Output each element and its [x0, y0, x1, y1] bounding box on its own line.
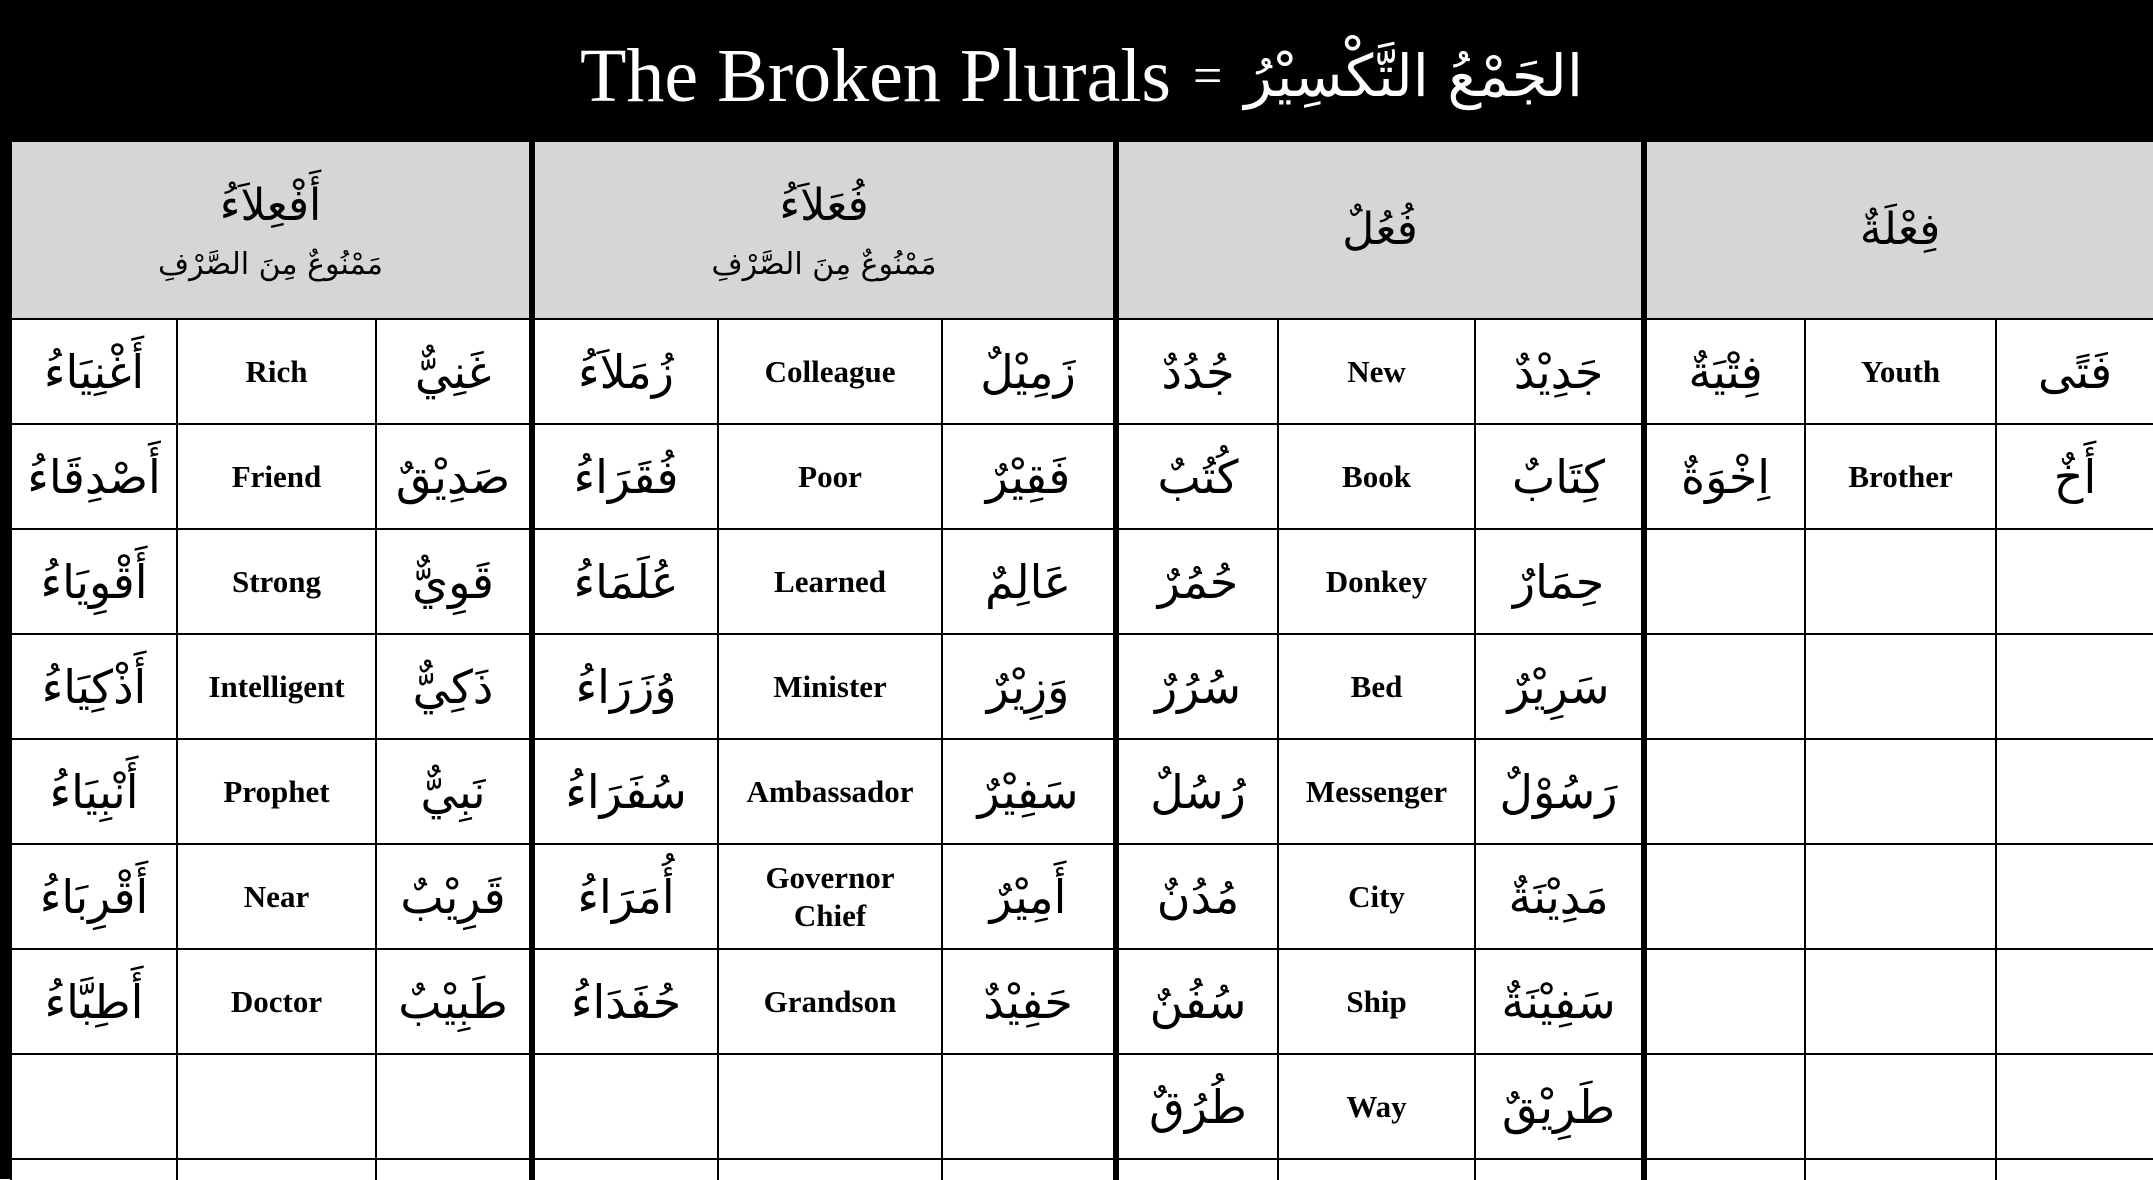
- pattern-note: مَمْنُوعٌ مِنَ الصَّرْفِ: [158, 247, 383, 283]
- english-meaning: New: [1347, 353, 1406, 389]
- singular-cell: [942, 739, 1116, 844]
- meaning-cell: [1278, 949, 1475, 1054]
- pattern-label: فِعْلَةٌ: [1859, 203, 1941, 255]
- meaning-cell: [718, 634, 942, 739]
- singular-cell: [376, 634, 532, 739]
- arabic-singular: سَرِيْرٌ: [1507, 659, 1610, 714]
- plural-cell: [11, 424, 177, 529]
- arabic-plural: كُتُبٌ: [1157, 449, 1239, 504]
- plural-cell: [1644, 844, 1805, 949]
- table-row: [11, 739, 2153, 844]
- english-meaning: Book: [1342, 458, 1411, 494]
- meaning-cell: [177, 424, 376, 529]
- pattern-label: فُعُلٌ: [1342, 203, 1418, 255]
- meaning-cell: [177, 844, 376, 949]
- table-row: [11, 1159, 2153, 1180]
- table-row: [11, 529, 2153, 634]
- english-meaning: Way: [1346, 1088, 1407, 1124]
- singular-cell: [1996, 424, 2153, 529]
- english-meaning: Strong: [231, 563, 321, 599]
- table-row: [11, 1054, 2153, 1159]
- arabic-plural: أَقْوِيَاءُ: [40, 554, 148, 609]
- plurals-table-body: [11, 141, 2153, 1180]
- empty-cell: [1278, 1159, 1475, 1180]
- arabic-singular: نَبِيٌّ: [420, 764, 486, 819]
- pattern-header-afilaa: [11, 141, 532, 319]
- arabic-plural: حُفَدَاءُ: [570, 974, 682, 1029]
- pattern-label: فُعَلاَءُ: [779, 179, 869, 231]
- meaning-cell: [1278, 634, 1475, 739]
- meaning-cell: [1805, 529, 1996, 634]
- singular-cell: [942, 424, 1116, 529]
- arabic-singular: وَزِيْرٌ: [986, 659, 1070, 714]
- singular-cell: [1996, 319, 2153, 424]
- table-row: [11, 634, 2153, 739]
- english-meaning: Ambassador: [746, 773, 914, 809]
- arabic-singular: حِمَارٌ: [1512, 554, 1605, 609]
- plural-cell: [532, 319, 718, 424]
- pattern-note: مَمْنُوعٌ مِنَ الصَّرْفِ: [711, 247, 937, 283]
- arabic-singular: غَنِيٌّ: [414, 344, 492, 399]
- singular-cell: [1475, 634, 1644, 739]
- arabic-plural: زُمَلاَءُ: [578, 344, 674, 399]
- english-meaning: Donkey: [1325, 563, 1428, 599]
- singular-cell: [1475, 424, 1644, 529]
- arabic-plural: أَطِبَّاءُ: [44, 974, 144, 1029]
- singular-cell: [1475, 319, 1644, 424]
- meaning-cell: [1278, 319, 1475, 424]
- plural-cell: [532, 529, 718, 634]
- meaning-cell: [718, 844, 942, 949]
- singular-cell: [942, 634, 1116, 739]
- meaning-cell: [1805, 949, 1996, 1054]
- arabic-plural: طُرُقٌ: [1149, 1079, 1247, 1134]
- plural-cell: [1116, 844, 1278, 949]
- singular-cell: [942, 319, 1116, 424]
- plural-cell: [1644, 424, 1805, 529]
- arabic-plural: أَصْدِقَاءُ: [27, 449, 161, 504]
- meaning-cell: [1805, 634, 1996, 739]
- arabic-plural: سُفُنٌ: [1149, 974, 1247, 1029]
- plural-cell: [1644, 634, 1805, 739]
- singular-cell: [376, 424, 532, 529]
- pattern-header-filah: [1644, 141, 2153, 319]
- singular-cell: [376, 319, 532, 424]
- plural-cell: [1116, 424, 1278, 529]
- arabic-plural: أَغْنِيَاءُ: [43, 344, 145, 399]
- arabic-singular: عَالِمٌ: [984, 554, 1072, 609]
- empty-cell: [942, 1159, 1116, 1180]
- title-english: The Broken Plurals: [580, 33, 1172, 118]
- singular-cell: [1996, 844, 2153, 949]
- singular-cell: [942, 529, 1116, 634]
- empty-cell: [11, 1159, 177, 1180]
- singular-cell: [1475, 529, 1644, 634]
- english-meaning: City: [1348, 878, 1405, 914]
- singular-cell: [1996, 739, 2153, 844]
- english-meaning: Doctor: [230, 983, 323, 1019]
- meaning-cell: [177, 319, 376, 424]
- arabic-plural: رُسُلٌ: [1150, 764, 1246, 819]
- arabic-plural: حُمُرٌ: [1157, 554, 1239, 609]
- meaning-cell: [718, 1054, 942, 1159]
- arabic-singular: قَوِيٌّ: [412, 554, 494, 609]
- english-meaning: Intelligent: [208, 668, 345, 704]
- english-meaning: Rich: [245, 353, 308, 389]
- pattern-header-fualaa: [532, 141, 1116, 319]
- arabic-plural: أَنْبِيَاءُ: [49, 764, 139, 819]
- plural-cell: [1116, 319, 1278, 424]
- english-meaning: Minister: [773, 668, 887, 704]
- arabic-singular: رَسُوْلٌ: [1499, 764, 1618, 819]
- arabic-singular: فَقِيْرٌ: [985, 449, 1071, 504]
- arabic-singular: أَخٌ: [2053, 449, 2097, 504]
- singular-cell: [1996, 634, 2153, 739]
- english-meaning: Youth: [1860, 353, 1941, 389]
- meaning-cell: [1278, 1054, 1475, 1159]
- meaning-cell: [177, 949, 376, 1054]
- singular-cell: [1475, 739, 1644, 844]
- pattern-header-fuul: [1116, 141, 1644, 319]
- arabic-plural: مُدُنٌ: [1156, 869, 1240, 924]
- plural-cell: [11, 634, 177, 739]
- plural-cell: [11, 1054, 177, 1159]
- plural-cell: [1116, 739, 1278, 844]
- arabic-plural: أُمَرَاءُ: [577, 869, 675, 924]
- empty-cell: [1996, 1159, 2153, 1180]
- meaning-cell: [177, 739, 376, 844]
- english-meaning: Near: [243, 878, 310, 914]
- arabic-plural: سُرُرٌ: [1154, 659, 1242, 714]
- meaning-cell: [177, 529, 376, 634]
- arabic-plural: وُزَرَاءُ: [575, 659, 677, 714]
- english-meaning: Friend: [231, 458, 322, 494]
- meaning-cell: [1278, 529, 1475, 634]
- table-row: [11, 949, 2153, 1054]
- plural-cell: [1116, 529, 1278, 634]
- plural-cell: [11, 739, 177, 844]
- arabic-plural: أَذْكِيَاءُ: [41, 659, 147, 714]
- singular-cell: [376, 1054, 532, 1159]
- table-row: [11, 319, 2153, 424]
- meaning-cell: [177, 634, 376, 739]
- plurals-table: [10, 140, 2153, 1180]
- english-meaning: Learned: [774, 563, 886, 599]
- arabic-singular: سَفِيْرٌ: [977, 764, 1079, 819]
- singular-cell: [376, 739, 532, 844]
- empty-cell: [718, 1159, 942, 1180]
- singular-cell: [942, 844, 1116, 949]
- empty-cell: [177, 1159, 376, 1180]
- meaning-cell: [1805, 424, 1996, 529]
- meaning-cell: [1805, 1054, 1996, 1159]
- plural-cell: [11, 319, 177, 424]
- arabic-singular: فَتًى: [2037, 344, 2113, 399]
- english-meaning: Bed: [1350, 668, 1403, 704]
- arabic-singular: زَمِيْلٌ: [980, 344, 1076, 399]
- title-equals-sign: =: [1193, 47, 1223, 105]
- meaning-cell: [1278, 739, 1475, 844]
- plural-cell: [1116, 949, 1278, 1054]
- arabic-singular: قَرِيْبٌ: [400, 869, 506, 924]
- arabic-plural: فِتْيَةٌ: [1688, 344, 1763, 399]
- meaning-cell: [1805, 319, 1996, 424]
- english-meaning: Poor: [798, 458, 862, 494]
- plural-cell: [532, 424, 718, 529]
- empty-cell: [532, 1159, 718, 1180]
- singular-cell: [1475, 949, 1644, 1054]
- empty-cell: [376, 1159, 532, 1180]
- meaning-cell: [1278, 844, 1475, 949]
- plural-cell: [532, 634, 718, 739]
- singular-cell: [376, 844, 532, 949]
- meaning-cell: [1805, 739, 1996, 844]
- empty-cell: [1475, 1159, 1644, 1180]
- arabic-singular: ذَكِيٌّ: [412, 659, 494, 714]
- plural-cell: [11, 844, 177, 949]
- meaning-cell: [718, 529, 942, 634]
- arabic-singular: كِتَابٌ: [1511, 449, 1606, 504]
- singular-cell: [1996, 1054, 2153, 1159]
- arabic-plural: عُلَمَاءُ: [573, 554, 679, 609]
- plural-cell: [1644, 949, 1805, 1054]
- arabic-singular: حَفِيْدٌ: [983, 974, 1073, 1029]
- meaning-cell: [718, 949, 942, 1054]
- table-row: [11, 844, 2153, 949]
- singular-cell: [942, 1054, 1116, 1159]
- plural-cell: [1116, 1054, 1278, 1159]
- english-meaning: Grandson: [763, 983, 897, 1019]
- plural-cell: [532, 844, 718, 949]
- english-meaning: Ship: [1346, 983, 1407, 1019]
- arabic-plural: سُفَرَاءُ: [565, 764, 687, 819]
- arabic-plural: اِخْوَةٌ: [1681, 449, 1771, 504]
- arabic-singular: جَدِيْدٌ: [1513, 344, 1604, 399]
- arabic-plural: فُقَرَاءُ: [573, 449, 679, 504]
- pattern-header-row: [11, 141, 2153, 319]
- meaning-cell: [718, 424, 942, 529]
- singular-cell: [1996, 949, 2153, 1054]
- arabic-singular: أَمِيْرٌ: [989, 869, 1067, 924]
- arabic-singular: طَبِيْبٌ: [398, 974, 508, 1029]
- meaning-cell: [1278, 424, 1475, 529]
- meaning-cell: [718, 739, 942, 844]
- arabic-plural: أَقْرِبَاءُ: [39, 869, 149, 924]
- singular-cell: [376, 949, 532, 1054]
- arabic-singular: سَفِيْنَةٌ: [1501, 974, 1616, 1029]
- plural-cell: [532, 949, 718, 1054]
- english-meaning: Prophet: [223, 773, 330, 809]
- plural-cell: [1644, 529, 1805, 634]
- plural-cell: [11, 529, 177, 634]
- arabic-plural: جُدُدٌ: [1161, 344, 1235, 399]
- singular-cell: [1475, 844, 1644, 949]
- plural-cell: [1644, 739, 1805, 844]
- plural-cell: [1644, 1054, 1805, 1159]
- plural-cell: [1116, 634, 1278, 739]
- empty-cell: [1116, 1159, 1278, 1180]
- title-arabic: الجَمْعُ التَّكْسِيْرُ: [1244, 42, 1583, 110]
- plural-cell: [532, 1054, 718, 1159]
- singular-cell: [376, 529, 532, 634]
- empty-cell: [1805, 1159, 1996, 1180]
- page-frame: [10, 12, 2153, 1179]
- english-meaning: Governor Chief: [765, 860, 895, 933]
- singular-cell: [1996, 529, 2153, 634]
- english-meaning: Brother: [1848, 458, 1953, 494]
- empty-cell: [1644, 1159, 1805, 1180]
- meaning-cell: [1805, 844, 1996, 949]
- meaning-cell: [718, 319, 942, 424]
- meaning-cell: [177, 1054, 376, 1159]
- english-meaning: Colleague: [764, 353, 896, 389]
- table-row: [11, 424, 2153, 529]
- plural-cell: [532, 739, 718, 844]
- english-meaning: Messenger: [1305, 773, 1448, 809]
- arabic-singular: صَدِيْقٌ: [395, 449, 511, 504]
- arabic-singular: مَدِيْنَةٌ: [1508, 869, 1609, 924]
- pattern-label: أَفْعِلاَءُ: [219, 179, 322, 231]
- plural-cell: [11, 949, 177, 1054]
- arabic-singular: طَرِيْقٌ: [1501, 1079, 1616, 1134]
- singular-cell: [942, 949, 1116, 1054]
- plural-cell: [1644, 319, 1805, 424]
- singular-cell: [1475, 1054, 1644, 1159]
- title-bar: [10, 12, 2153, 140]
